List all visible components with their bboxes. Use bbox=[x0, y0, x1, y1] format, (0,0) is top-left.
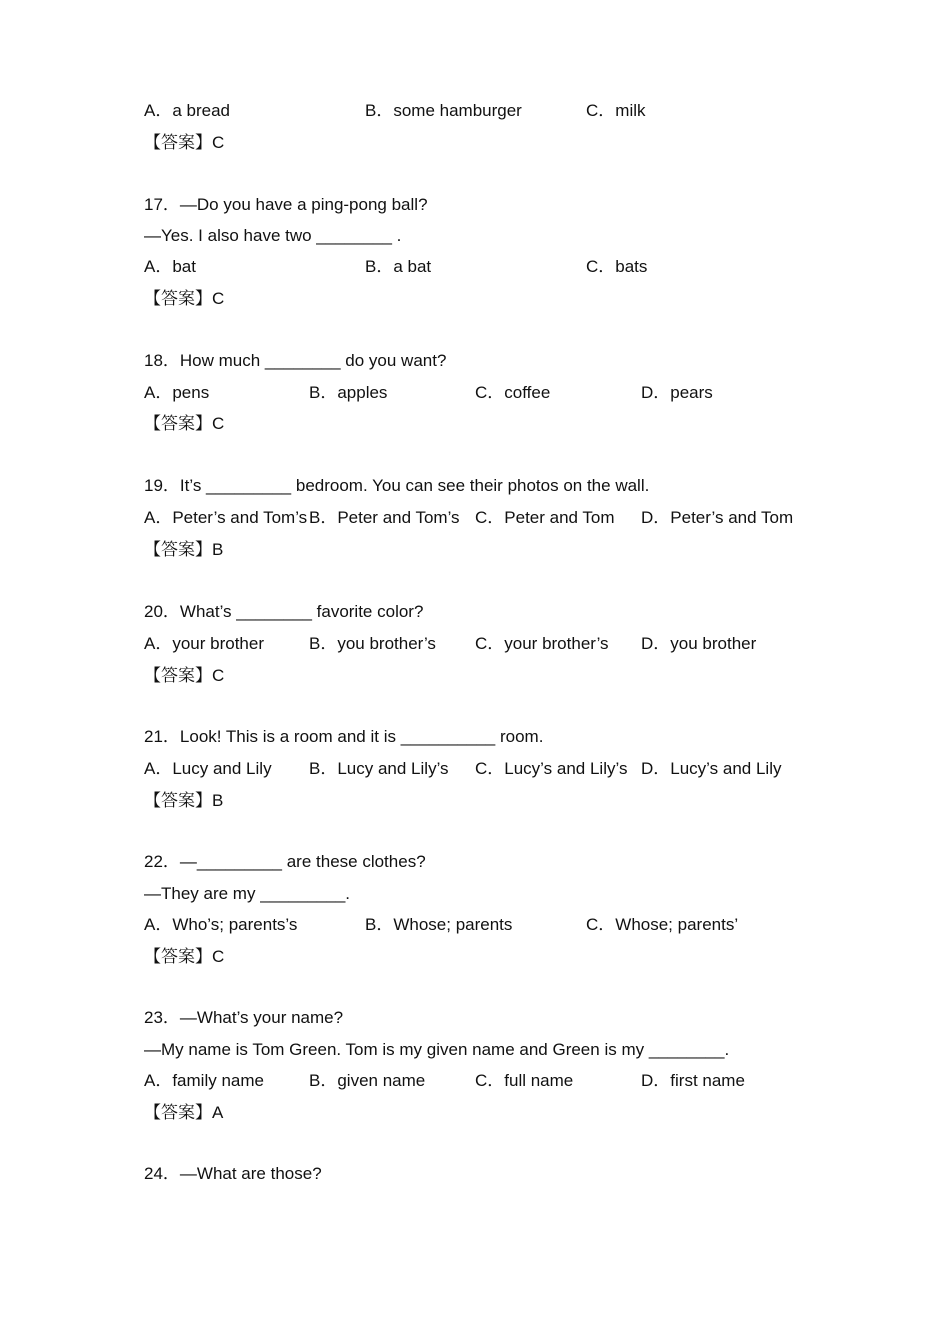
answer: 【答案】B bbox=[144, 540, 224, 559]
option-b: B．some hamburger bbox=[365, 101, 522, 120]
option-c: C．Whose; parents’ bbox=[586, 915, 739, 934]
option-d: D．pears bbox=[641, 383, 713, 402]
question-text: 17．—Do you have a ping-pong ball? bbox=[144, 195, 428, 214]
answer: 【答案】C bbox=[144, 289, 225, 308]
option-a: A．a bread bbox=[144, 101, 230, 120]
option-a: A．pens bbox=[144, 383, 210, 402]
option-a: A．bat bbox=[144, 257, 196, 276]
option-c: C．Lucy’s and Lily’s bbox=[475, 759, 628, 778]
answer: 【答案】B bbox=[144, 791, 224, 810]
option-c: C．Peter and Tom bbox=[475, 508, 615, 527]
answer: 【答案】C bbox=[144, 133, 225, 152]
option-b: B．you brother’s bbox=[309, 634, 436, 653]
option-a: A．your brother bbox=[144, 634, 264, 653]
question-text-line2: —They are my _________. bbox=[144, 884, 351, 903]
option-d: D．Peter’s and Tom bbox=[641, 508, 794, 527]
question-text: 22．—_________ are these clothes? bbox=[144, 852, 426, 871]
question-text: 18．How much ________ do you want? bbox=[144, 351, 447, 370]
option-b: B．Peter and Tom’s bbox=[309, 508, 460, 527]
option-c: C．full name bbox=[475, 1071, 574, 1090]
option-c: C．bats bbox=[586, 257, 648, 276]
option-b: B．given name bbox=[309, 1071, 426, 1090]
option-b: B．Whose; parents bbox=[365, 915, 513, 934]
answer: 【答案】A bbox=[144, 1103, 224, 1122]
option-c: C．milk bbox=[586, 101, 646, 120]
option-c: C．your brother’s bbox=[475, 634, 609, 653]
option-b: B．Lucy and Lily’s bbox=[309, 759, 449, 778]
answer: 【答案】C bbox=[144, 414, 225, 433]
question-text: 21．Look! This is a room and it is __________ room. bbox=[144, 727, 544, 746]
option-b: B．apples bbox=[309, 383, 388, 402]
option-d: D．you brother bbox=[641, 634, 757, 653]
question-text: 24．—What are those? bbox=[144, 1164, 322, 1183]
question-text-line2: —Yes. I also have two ________ . bbox=[144, 226, 402, 245]
question-text: 23．—What’s your name? bbox=[144, 1008, 344, 1027]
question-text: 20．What’s ________ favorite color? bbox=[144, 602, 424, 621]
answer: 【答案】C bbox=[144, 947, 225, 966]
question-text-line2: —My name is Tom Green. Tom is my given name and Green is my ________. bbox=[144, 1040, 730, 1059]
option-a: A．Lucy and Lily bbox=[144, 759, 272, 778]
option-d: D．Lucy’s and Lily bbox=[641, 759, 782, 778]
option-b: B．a bat bbox=[365, 257, 432, 276]
option-a: A．family name bbox=[144, 1071, 264, 1090]
question-text: 19．It’s _________ bedroom. You can see their photos on the wall. bbox=[144, 476, 650, 495]
option-d: D．first name bbox=[641, 1071, 745, 1090]
option-a: A．Peter’s and Tom’s bbox=[144, 508, 308, 527]
answer: 【答案】C bbox=[144, 666, 225, 685]
option-a: A．Who’s; parents’s bbox=[144, 915, 298, 934]
option-c: C．coffee bbox=[475, 383, 551, 402]
